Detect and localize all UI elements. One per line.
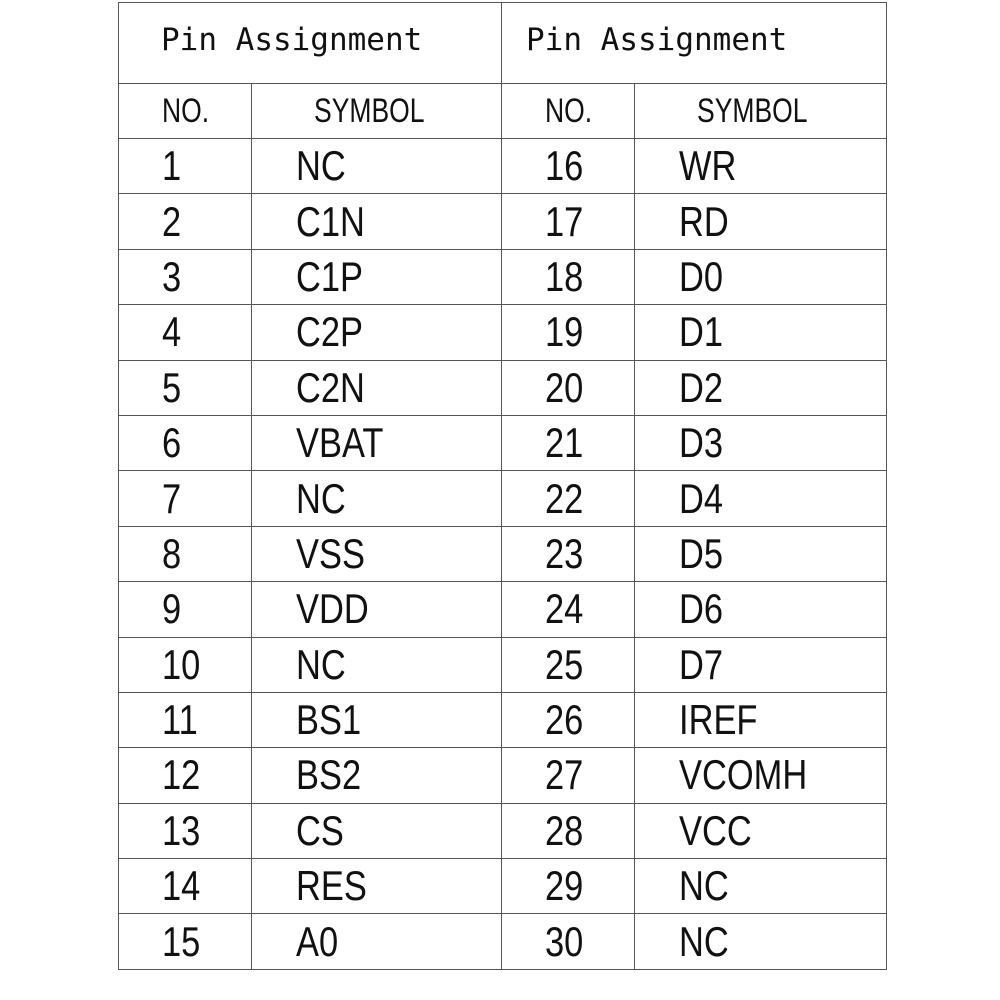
right-pin-symbol-cell: [635, 194, 887, 249]
table-row: [119, 526, 887, 581]
right-pin-symbol-cell: [635, 526, 887, 581]
right-pin-number: 17: [545, 197, 584, 245]
right-pin-number: 27: [545, 751, 584, 799]
left-pin-number-cell: [119, 914, 252, 969]
right-pin-symbol: D7: [679, 640, 724, 688]
right-pin-symbol-cell: [635, 803, 887, 858]
right-pin-symbol: WR: [679, 142, 737, 190]
right-pin-number: 18: [545, 252, 584, 300]
table-row: [119, 249, 887, 304]
pin-assignment-table: [118, 2, 887, 970]
right-pin-symbol-cell: [635, 859, 887, 914]
right-pin-symbol: VCOMH: [679, 751, 808, 799]
right-pin-symbol: D1: [679, 308, 724, 356]
left-pin-symbol-cell: [252, 360, 502, 415]
left-pin-number: 2: [162, 197, 182, 245]
table-row: [119, 914, 887, 969]
table-row: [119, 859, 887, 914]
left-pin-number-cell: [119, 637, 252, 692]
left-pin-number-cell: [119, 803, 252, 858]
table-row: [119, 360, 887, 415]
table-row: [119, 637, 887, 692]
right-pin-symbol-cell: [635, 249, 887, 304]
left-table-title: Pin Assignment: [119, 3, 502, 84]
table-row: [119, 415, 887, 470]
left-pin-symbol: RES: [296, 862, 367, 910]
left-pin-symbol-cell: [252, 139, 502, 194]
right-pin-number-cell: [502, 139, 635, 194]
left-pin-number: 7: [162, 474, 182, 522]
left-pin-number-cell: [119, 415, 252, 470]
right-pin-symbol-cell: [635, 415, 887, 470]
right-pin-symbol-cell: [635, 637, 887, 692]
left-pin-symbol: BS2: [296, 751, 362, 799]
right-pin-number: 30: [545, 917, 584, 965]
right-pin-symbol-cell: [635, 582, 887, 637]
right-pin-number: 22: [545, 474, 584, 522]
left-pin-number: 11: [162, 696, 198, 744]
right-pin-number: 21: [545, 419, 584, 467]
left-pin-symbol: C2P: [296, 308, 363, 356]
right-pin-number-cell: [502, 692, 635, 747]
left-pin-number: 14: [162, 862, 201, 910]
left-pin-symbol: C2N: [296, 363, 365, 411]
right-symbol-header: SYMBOL: [635, 84, 887, 139]
table-row: [119, 692, 887, 747]
left-pin-symbol: A0: [296, 917, 339, 965]
left-pin-symbol-cell: [252, 803, 502, 858]
left-pin-number: 10: [162, 640, 201, 688]
right-pin-number: 16: [545, 142, 584, 190]
left-pin-number: 6: [162, 419, 182, 467]
left-pin-symbol: CS: [296, 806, 344, 854]
right-pin-symbol-cell: [635, 360, 887, 415]
header-row: [119, 84, 887, 139]
left-pin-symbol: C1P: [296, 252, 363, 300]
right-pin-number-cell: [502, 249, 635, 304]
title-row: [119, 3, 887, 84]
left-pin-number: 12: [162, 751, 201, 799]
left-pin-symbol-cell: [252, 305, 502, 360]
left-pin-number: 9: [162, 585, 182, 633]
left-pin-number-cell: [119, 249, 252, 304]
left-pin-symbol: NC: [296, 142, 346, 190]
left-pin-number-cell: [119, 748, 252, 803]
right-pin-number-cell: [502, 526, 635, 581]
right-pin-symbol-cell: [635, 305, 887, 360]
left-pin-number: 1: [162, 142, 182, 190]
left-pin-number-cell: [119, 582, 252, 637]
right-pin-number: 26: [545, 696, 584, 744]
table-row: [119, 803, 887, 858]
table-row: [119, 582, 887, 637]
left-pin-symbol-cell: [252, 415, 502, 470]
left-pin-number: 3: [162, 252, 182, 300]
left-symbol-header: SYMBOL: [252, 84, 502, 139]
right-pin-number-cell: [502, 748, 635, 803]
left-pin-symbol-cell: [252, 748, 502, 803]
left-pin-symbol-cell: [252, 526, 502, 581]
left-pin-number: 15: [162, 917, 201, 965]
left-pin-symbol-cell: [252, 194, 502, 249]
right-pin-symbol: VCC: [679, 806, 752, 854]
right-pin-symbol: D6: [679, 585, 724, 633]
right-pin-number: 25: [545, 640, 584, 688]
right-pin-symbol: D5: [679, 529, 724, 577]
right-pin-symbol: RD: [679, 197, 729, 245]
right-pin-symbol-cell: [635, 471, 887, 526]
right-pin-number: 20: [545, 363, 584, 411]
right-pin-number: 29: [545, 862, 584, 910]
right-pin-number-cell: [502, 305, 635, 360]
left-pin-symbol-cell: [252, 582, 502, 637]
right-pin-number-cell: [502, 582, 635, 637]
right-pin-number-cell: [502, 194, 635, 249]
left-pin-symbol: BS1: [296, 696, 362, 744]
right-pin-number: 19: [545, 308, 584, 356]
right-pin-number-cell: [502, 803, 635, 858]
right-pin-symbol: D2: [679, 363, 724, 411]
left-pin-symbol: NC: [296, 474, 346, 522]
right-pin-symbol-cell: [635, 748, 887, 803]
left-pin-number-cell: [119, 194, 252, 249]
right-pin-symbol: D3: [679, 419, 724, 467]
right-pin-number-cell: [502, 859, 635, 914]
left-pin-symbol-cell: [252, 859, 502, 914]
left-pin-symbol-cell: [252, 692, 502, 747]
right-pin-number: 23: [545, 529, 584, 577]
left-pin-number: 5: [162, 363, 182, 411]
right-pin-number-cell: [502, 471, 635, 526]
left-pin-symbol: NC: [296, 640, 346, 688]
right-table-title: Pin Assignment: [502, 3, 887, 84]
left-pin-number: 4: [162, 308, 182, 356]
right-pin-number: 28: [545, 806, 584, 854]
right-pin-number-cell: [502, 415, 635, 470]
left-pin-number-cell: [119, 526, 252, 581]
left-pin-number-cell: [119, 692, 252, 747]
left-pin-symbol: VDD: [296, 585, 369, 633]
right-pin-symbol: IREF: [679, 696, 758, 744]
table-row: [119, 471, 887, 526]
right-pin-symbol: NC: [679, 862, 729, 910]
left-pin-symbol: VSS: [296, 529, 365, 577]
right-pin-symbol: D4: [679, 474, 724, 522]
right-pin-symbol-cell: [635, 692, 887, 747]
left-pin-symbol: VBAT: [296, 419, 384, 467]
right-pin-symbol-cell: [635, 139, 887, 194]
left-pin-number: 8: [162, 529, 182, 577]
table-row: [119, 748, 887, 803]
table-row: [119, 139, 887, 194]
right-pin-number-cell: [502, 360, 635, 415]
left-pin-symbol-cell: [252, 914, 502, 969]
right-pin-symbol: D0: [679, 252, 724, 300]
left-pin-number-cell: [119, 139, 252, 194]
right-pin-number-cell: [502, 637, 635, 692]
left-pin-number: 13: [162, 806, 201, 854]
left-pin-symbol-cell: [252, 637, 502, 692]
left-pin-number-cell: [119, 360, 252, 415]
right-pin-number-cell: [502, 914, 635, 969]
left-pin-symbol-cell: [252, 249, 502, 304]
left-pin-number-cell: [119, 471, 252, 526]
left-pin-symbol-cell: [252, 471, 502, 526]
left-no-header: NO.: [119, 84, 252, 139]
right-pin-number: 24: [545, 585, 584, 633]
left-pin-symbol: C1N: [296, 197, 365, 245]
left-pin-number-cell: [119, 305, 252, 360]
right-pin-symbol: NC: [679, 917, 729, 965]
table-row: [119, 305, 887, 360]
right-no-header: NO.: [502, 84, 635, 139]
table-row: [119, 194, 887, 249]
right-pin-symbol-cell: [635, 914, 887, 969]
left-pin-number-cell: [119, 859, 252, 914]
